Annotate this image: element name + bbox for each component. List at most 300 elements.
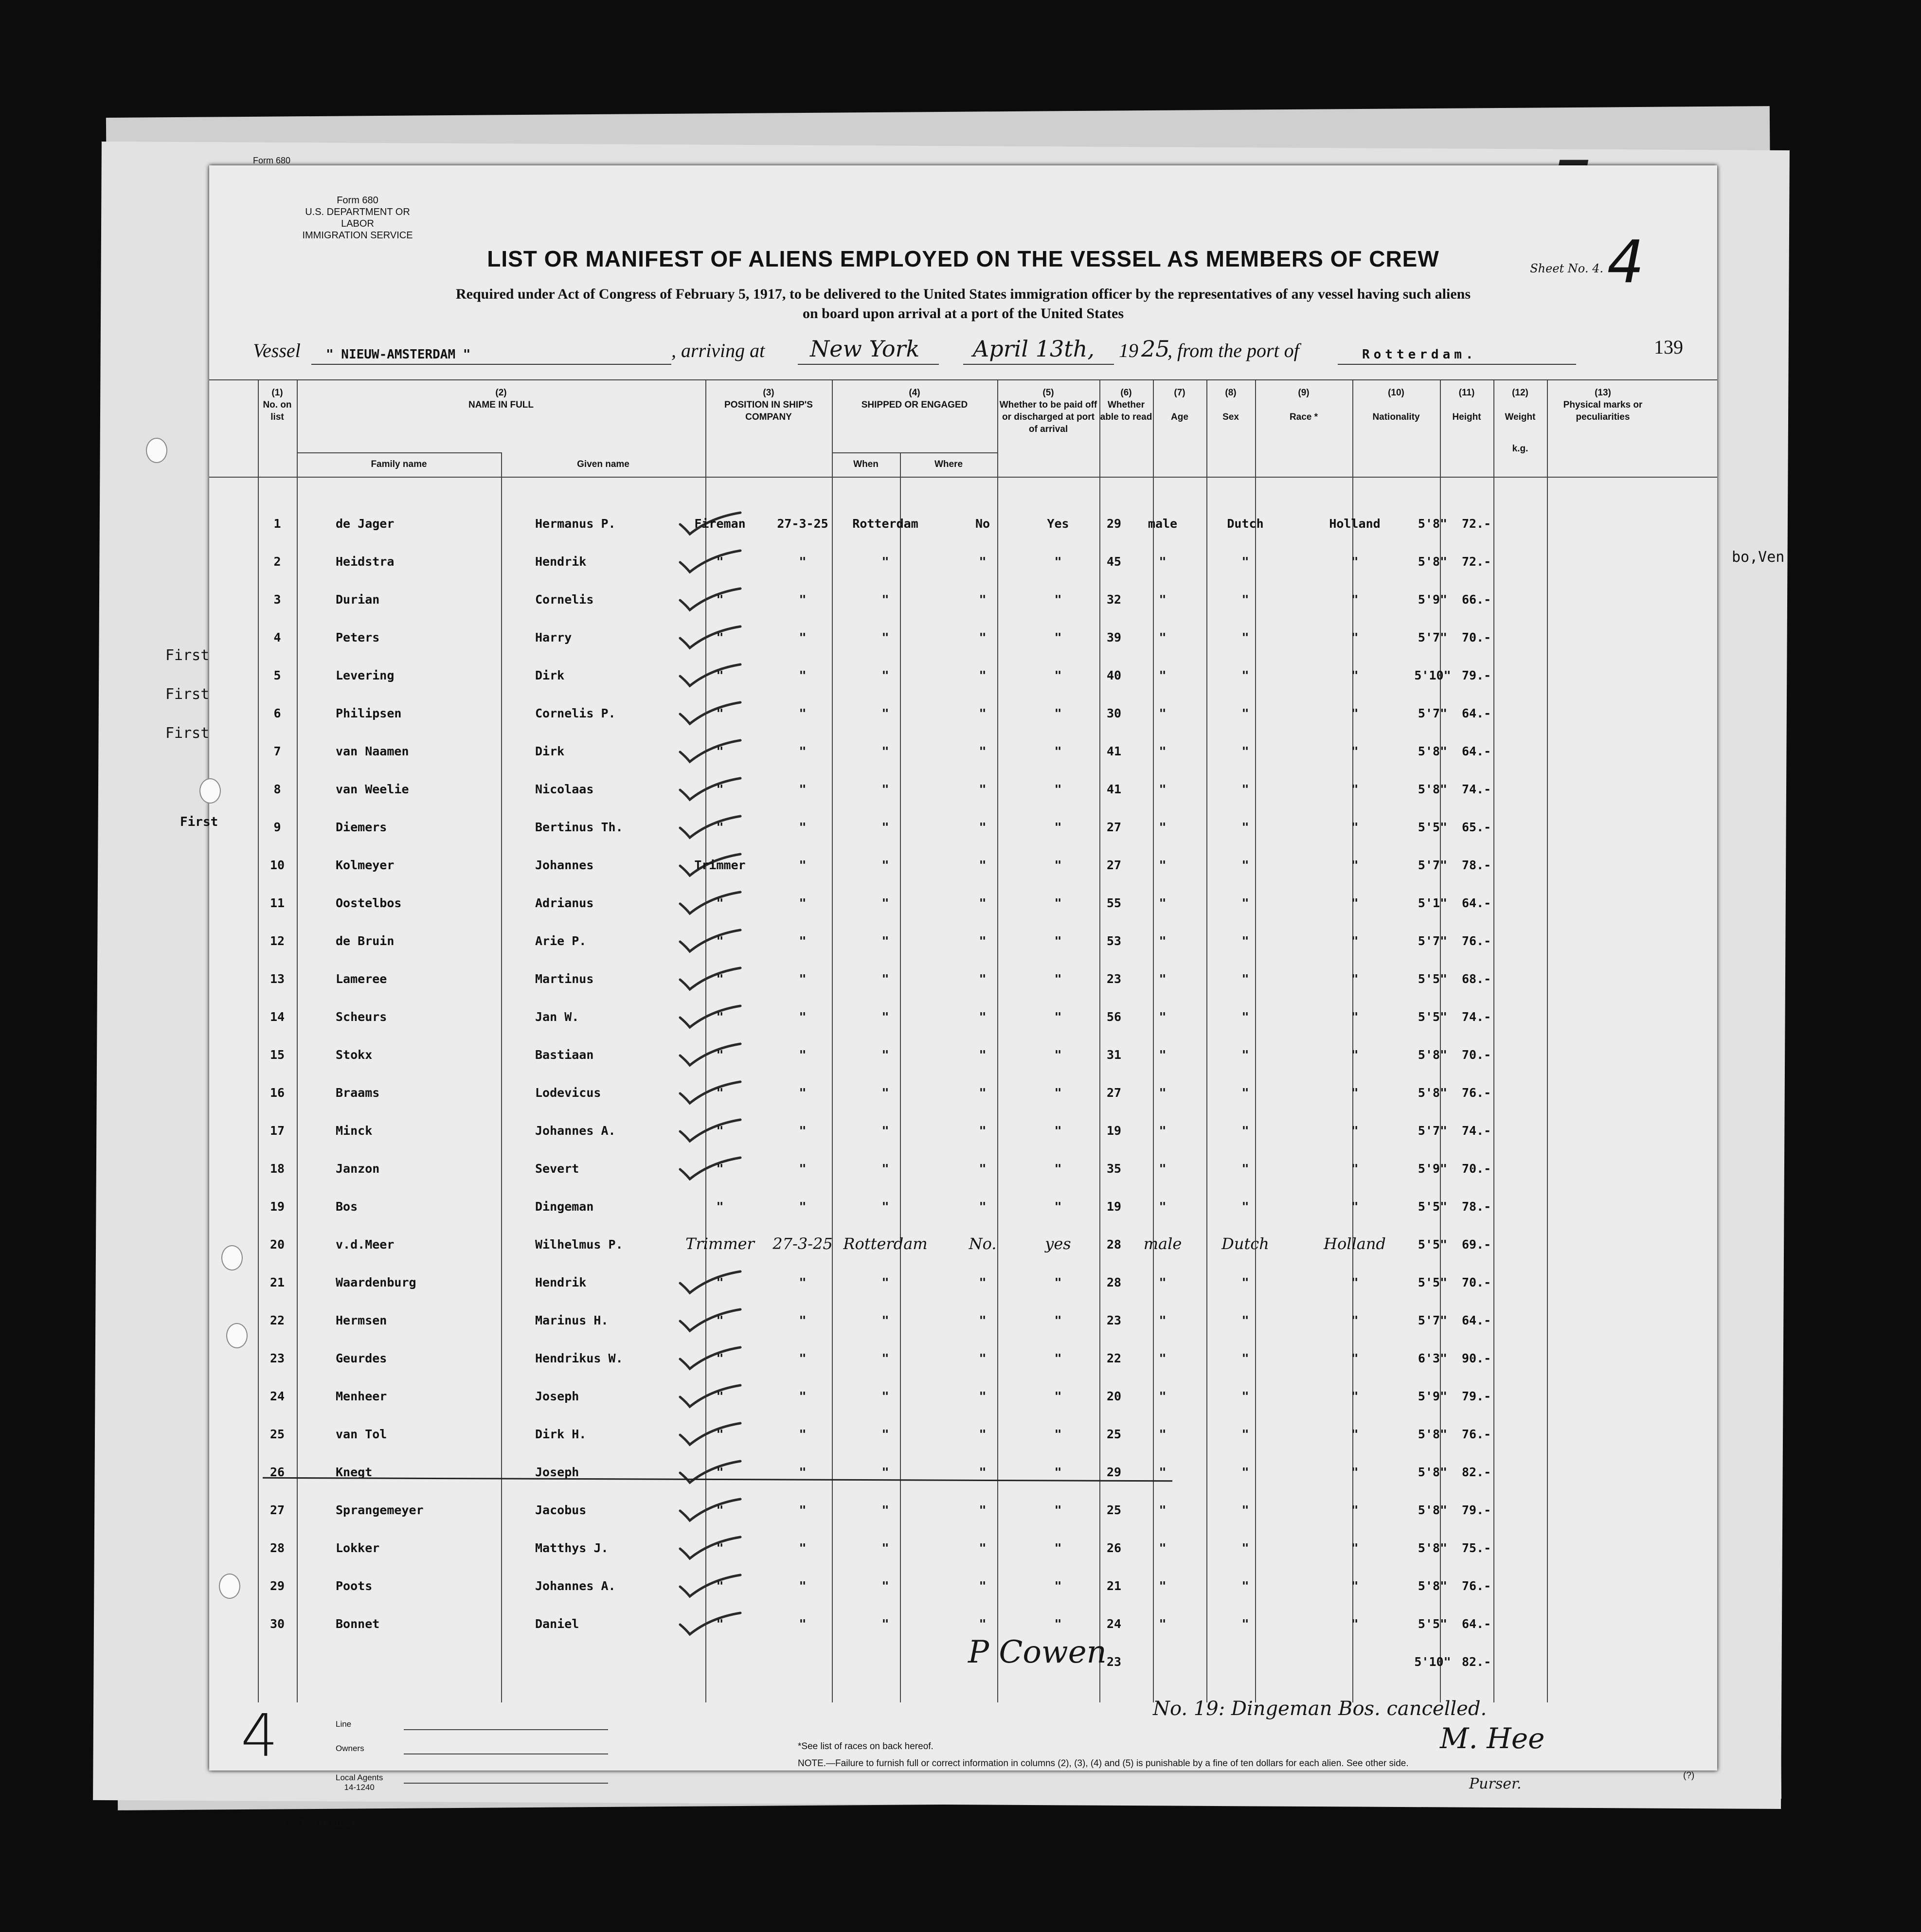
cell-sex: " — [1159, 1124, 1167, 1138]
table-row — [209, 999, 1717, 1037]
cell-sex: " — [1159, 1048, 1167, 1062]
cell-race: " — [1241, 858, 1249, 872]
cell-able-to-read: " — [1054, 858, 1062, 872]
cell-nationality: " — [1351, 858, 1359, 872]
cell-family-name: Peters — [336, 630, 380, 644]
cell-weight: 74.- — [1462, 1124, 1491, 1138]
cell-able-to-read: " — [1054, 934, 1062, 948]
cell-position: " — [716, 1313, 724, 1327]
cell-nationality: " — [1351, 668, 1359, 682]
cell-row-number: 27 — [269, 1503, 285, 1517]
cell-row-number: 6 — [273, 706, 281, 720]
table-row — [209, 771, 1717, 809]
cell-family-name: Lokker — [336, 1541, 380, 1555]
cell-able-to-read: " — [1054, 1124, 1062, 1138]
cell-shipped-where: " — [881, 1199, 889, 1214]
cell-paid-off: " — [979, 1010, 987, 1024]
cell-weight: 79.- — [1462, 668, 1491, 682]
cell-weight: 69.- — [1462, 1237, 1491, 1252]
cell-family-name: Philipsen — [336, 706, 402, 720]
cell-shipped-where: " — [881, 1010, 889, 1024]
cell-shipped-where: " — [881, 555, 889, 569]
col-head-race — [1255, 387, 1352, 423]
cell-given-name: Dingeman — [535, 1199, 594, 1214]
cell-sex: " — [1159, 934, 1167, 948]
table-top-rule — [209, 379, 1717, 380]
cell-nationality: " — [1351, 1162, 1359, 1176]
cell-able-to-read: " — [1054, 972, 1062, 986]
cell-nationality: " — [1351, 782, 1359, 796]
cell-family-name: Poots — [336, 1579, 373, 1593]
cell-family-name: Waardenburg — [336, 1275, 416, 1289]
cell-given-name: Hermanus P. — [535, 517, 616, 531]
cell-family-name: Janzon — [336, 1162, 380, 1176]
cell-race: " — [1241, 668, 1249, 682]
cell-shipped-when: " — [799, 1541, 807, 1555]
cell-position: " — [716, 896, 724, 910]
cell-family-name: Bos — [336, 1199, 358, 1214]
cell-position: " — [716, 1162, 724, 1176]
cell-shipped-when: " — [799, 1427, 807, 1441]
cell-age: 25 — [1106, 1427, 1122, 1441]
corner-code: (?) — [1683, 1771, 1695, 1781]
cell-paid-off: " — [979, 972, 987, 986]
col-head-family: Family name — [371, 459, 427, 469]
line-rule — [404, 1729, 608, 1730]
table-row — [209, 1416, 1717, 1454]
owners-rule — [404, 1753, 608, 1754]
cell-given-name: Dirk H. — [535, 1427, 587, 1441]
cell-race: " — [1241, 1048, 1249, 1062]
cell-family-name: Durian — [336, 592, 380, 607]
col-paid-label: Whether to be paid off or discharged at port of arrival — [999, 400, 1097, 434]
cell-row-number: 2 — [273, 555, 281, 569]
table-row — [209, 620, 1717, 658]
cell-shipped-where: " — [881, 820, 889, 834]
cell-given-name: Dirk — [535, 744, 565, 758]
col-marks-index: (13) — [1595, 388, 1611, 398]
cell-paid-off: " — [979, 668, 987, 682]
cell-paid-off: " — [979, 1465, 987, 1479]
cell-age: 23 — [1106, 972, 1122, 986]
margin-word-first: First — [180, 815, 218, 829]
cell-age: 23 — [1106, 1313, 1122, 1327]
cell-position: " — [716, 1275, 724, 1289]
cell-row-number: 23 — [269, 1351, 285, 1365]
cell-paid-off: " — [979, 782, 987, 796]
cell-paid-off: No. — [969, 1234, 997, 1253]
cell-paid-off: " — [979, 1351, 987, 1365]
cell-age: 35 — [1106, 1162, 1122, 1176]
cell-age: 28 — [1106, 1275, 1122, 1289]
port-underline — [798, 364, 939, 365]
cell-height: 5'9" — [1418, 1162, 1448, 1176]
cell-row-number: 9 — [273, 820, 281, 834]
table-row — [209, 1378, 1717, 1416]
form-number: Form 680 — [337, 195, 378, 206]
col-head-paid — [997, 387, 1099, 435]
cell-race: " — [1241, 1086, 1249, 1100]
cell-row-number: 5 — [273, 668, 281, 682]
col-height-label: Height — [1452, 412, 1481, 422]
cell-race: " — [1241, 1617, 1249, 1631]
cell-weight: 70.- — [1462, 630, 1491, 644]
cell-age: 24 — [1106, 1617, 1122, 1631]
cell-height: 5'7" — [1418, 1124, 1448, 1138]
binder-hole — [226, 1323, 248, 1348]
cell-height: 5'8" — [1418, 1427, 1448, 1441]
cell-shipped-when: 27-3-25 — [772, 1234, 833, 1253]
cell-row-number: 25 — [269, 1427, 285, 1441]
cell-race: " — [1241, 1313, 1249, 1327]
cell-weight: 64.- — [1462, 1617, 1491, 1631]
col-weight-index: (12) — [1512, 388, 1528, 398]
cell-family-name: Bonnet — [336, 1617, 380, 1631]
cell-given-name: Daniel — [535, 1617, 579, 1631]
cell-height: 5'7" — [1418, 858, 1448, 872]
cell-shipped-where: " — [881, 1579, 889, 1593]
cell-shipped-when: " — [799, 592, 807, 607]
col-head-height — [1440, 387, 1493, 423]
cell-shipped-where: " — [881, 668, 889, 682]
cell-sex: " — [1159, 972, 1167, 986]
cell-shipped-where: " — [881, 1275, 889, 1289]
cell-shipped-where: " — [881, 1541, 889, 1555]
local-agents — [336, 1773, 383, 1792]
cell-given-name: Jacobus — [535, 1503, 587, 1517]
cell-row-number: 1 — [273, 517, 281, 531]
arriving-label: , arriving at — [671, 340, 765, 361]
cell-able-to-read: " — [1054, 1351, 1062, 1365]
cell-paid-off: " — [979, 706, 987, 720]
col-race-index: (9) — [1298, 388, 1310, 398]
cell-height: 5'1" — [1418, 896, 1448, 910]
cell-position: " — [716, 1124, 724, 1138]
cell-age: 32 — [1106, 592, 1122, 607]
cell-row-number: 3 — [273, 592, 281, 607]
cell-nationality: Holland — [1324, 1234, 1386, 1253]
cell-family-name: Hermsen — [336, 1313, 387, 1327]
cell-age: 20 — [1106, 1389, 1122, 1403]
cell-able-to-read: " — [1054, 1541, 1062, 1555]
table-row — [209, 961, 1717, 999]
cell-row-number: 19 — [269, 1199, 285, 1214]
cell-shipped-where: " — [881, 1503, 889, 1517]
cell-sex: " — [1159, 782, 1167, 796]
cell-able-to-read: " — [1054, 1389, 1062, 1403]
cell-age: 27 — [1106, 820, 1122, 834]
table-row — [209, 1151, 1717, 1189]
cell-shipped-when: " — [799, 555, 807, 569]
cell-shipped-when: " — [799, 820, 807, 834]
cell-race: " — [1241, 896, 1249, 910]
cell-given-name: Hendrik — [535, 555, 587, 569]
cell-family-name: Knegt — [336, 1465, 373, 1479]
cell-race: " — [1241, 1275, 1249, 1289]
cell-age: 23 — [1106, 1655, 1122, 1669]
col-head-number — [258, 387, 297, 423]
col-race-label: Race * — [1289, 412, 1318, 422]
cell-given-name: Bertinus Th. — [535, 820, 623, 834]
col-head-marks — [1547, 387, 1659, 423]
cell-shipped-where: " — [881, 706, 889, 720]
cell-height: 5'10" — [1414, 1655, 1451, 1669]
cell-sex: " — [1159, 1313, 1167, 1327]
cell-shipped-when: 27-3-25 — [777, 517, 828, 531]
cell-sex: " — [1159, 1617, 1167, 1631]
from-underline — [1338, 364, 1576, 365]
cell-age: 27 — [1106, 858, 1122, 872]
table-row — [209, 582, 1717, 620]
cell-height: 5'9" — [1418, 1389, 1448, 1403]
cell-able-to-read: " — [1054, 1503, 1062, 1517]
cell-age: 56 — [1106, 1010, 1122, 1024]
cell-weight: 74.- — [1462, 1010, 1491, 1024]
col-position-index: (3) — [763, 388, 774, 398]
table-row — [209, 1075, 1717, 1113]
cell-shipped-when: " — [799, 744, 807, 758]
cell-position: Trimmer — [694, 858, 746, 872]
col-number-index: (1) — [271, 388, 283, 398]
cell-nationality: " — [1351, 1313, 1359, 1327]
col-head-where: Where — [934, 459, 963, 469]
col-head-sex — [1206, 387, 1255, 423]
cell-weight: 90.- — [1462, 1351, 1491, 1365]
cell-weight: 64.- — [1462, 1313, 1491, 1327]
cell-shipped-where: " — [881, 1313, 889, 1327]
cell-weight: 64.- — [1462, 896, 1491, 910]
from-port: Rotterdam. — [1362, 347, 1477, 362]
cell-race: " — [1241, 630, 1249, 644]
cell-age: 29 — [1106, 1465, 1122, 1479]
cell-able-to-read: " — [1054, 782, 1062, 796]
cell-family-name: van Naamen — [336, 744, 409, 758]
cell-row-number: 10 — [269, 858, 285, 872]
sheet-number-label: Sheet No. — [1530, 262, 1589, 275]
table-row — [209, 1265, 1717, 1303]
cell-paid-off: " — [979, 820, 987, 834]
cell-weight: 70.- — [1462, 1275, 1491, 1289]
cell-shipped-where: " — [881, 630, 889, 644]
cell-shipped-where: Rotterdam — [852, 517, 918, 531]
cell-height: 5'5" — [1418, 1617, 1448, 1631]
cell-nationality: " — [1351, 706, 1359, 720]
cell-position: " — [716, 1579, 724, 1593]
cell-weight: 65.- — [1462, 820, 1491, 834]
race-footnote: *See list of races on back hereof. — [798, 1741, 934, 1752]
cell-position: Trimmer — [685, 1234, 754, 1253]
cell-race: " — [1241, 1124, 1249, 1138]
cell-shipped-when: " — [799, 972, 807, 986]
table-row — [209, 1303, 1717, 1341]
cell-given-name: Adrianus — [535, 896, 594, 910]
cell-family-name: Minck — [336, 1124, 373, 1138]
cell-weight: 72.- — [1462, 555, 1491, 569]
cell-race: " — [1241, 1541, 1249, 1555]
cell-race: Dutch — [1227, 517, 1264, 531]
cell-row-number: 11 — [269, 896, 285, 910]
cell-able-to-read: " — [1054, 1427, 1062, 1441]
cell-sex: " — [1159, 668, 1167, 682]
table-row — [209, 885, 1717, 923]
cell-paid-off: " — [979, 1541, 987, 1555]
cell-shipped-when: " — [799, 1048, 807, 1062]
table-row — [209, 1454, 1717, 1492]
cell-family-name: de Bruin — [336, 934, 395, 948]
cell-weight: 76.- — [1462, 1427, 1491, 1441]
cell-able-to-read: " — [1054, 744, 1062, 758]
cell-position: Fireman — [694, 517, 746, 531]
cell-sex: " — [1159, 1010, 1167, 1024]
cell-position: " — [716, 782, 724, 796]
cell-paid-off: " — [979, 1579, 987, 1593]
master-signature: P Cowen — [968, 1634, 1107, 1670]
cell-family-name: Lameree — [336, 972, 387, 986]
cell-shipped-when: " — [799, 1617, 807, 1631]
cell-given-name: Nicolaas — [535, 782, 594, 796]
cell-given-name: Hendrik — [535, 1275, 587, 1289]
cell-paid-off: " — [979, 1617, 987, 1631]
col-paid-index: (5) — [1042, 388, 1054, 398]
cell-age: 25 — [1106, 1503, 1122, 1517]
cell-given-name: Martinus — [535, 972, 594, 986]
cell-position: " — [716, 1048, 724, 1062]
binder-hole — [146, 438, 167, 463]
cell-paid-off: " — [979, 1313, 987, 1327]
name-subrule — [297, 452, 501, 453]
cell-sex: " — [1159, 555, 1167, 569]
cell-shipped-when: " — [799, 1579, 807, 1593]
cell-paid-off: " — [979, 934, 987, 948]
cell-row-number: 24 — [269, 1389, 285, 1403]
cell-height: 5'5" — [1418, 972, 1448, 986]
cell-nationality: " — [1351, 820, 1359, 834]
col-shipped-label: SHIPPED OR ENGAGED — [861, 400, 968, 410]
cell-shipped-when: " — [799, 668, 807, 682]
cell-sex: " — [1159, 858, 1167, 872]
cell-shipped-where: " — [881, 1086, 889, 1100]
cell-paid-off: " — [979, 1389, 987, 1403]
cell-weight: 64.- — [1462, 744, 1491, 758]
agents-label: Local Agents — [336, 1773, 383, 1782]
cell-given-name: Johannes A. — [535, 1579, 616, 1593]
cell-height: 5'7" — [1418, 934, 1448, 948]
cell-weight: 76.- — [1462, 1579, 1491, 1593]
cell-family-name: Menheer — [336, 1389, 387, 1403]
cell-family-name: Sprangemeyer — [336, 1503, 424, 1517]
table-row — [209, 1227, 1717, 1265]
cell-age: 39 — [1106, 630, 1122, 644]
col-height-index: (11) — [1458, 388, 1475, 398]
cell-shipped-where: " — [881, 934, 889, 948]
cell-paid-off: " — [979, 1162, 987, 1176]
agents-code: 14-1240 — [344, 1783, 375, 1792]
cell-position: " — [716, 668, 724, 682]
cell-shipped-where: " — [881, 1351, 889, 1365]
subtitle-line-1: Required under Act of Congress of February 5, 1917, to be delivered to the United States immigration officer by the representatives of any vessel having such aliens — [456, 286, 1471, 302]
cell-given-name: Bastiaan — [535, 1048, 594, 1062]
cell-given-name: Wilhelmus P. — [535, 1237, 623, 1252]
vessel-line — [253, 336, 1693, 365]
cell-sex: male — [1143, 1234, 1182, 1253]
cell-height: 5'5" — [1418, 1237, 1448, 1252]
cell-height: 5'9" — [1418, 592, 1448, 607]
cell-height: 5'8" — [1418, 1541, 1448, 1555]
cell-shipped-where: " — [881, 972, 889, 986]
cell-row-number: 15 — [269, 1048, 285, 1062]
col-head-age — [1153, 387, 1206, 423]
cell-weight: 82.- — [1462, 1655, 1491, 1669]
cell-row-number: 8 — [273, 782, 281, 796]
table-row — [209, 1606, 1717, 1644]
cell-weight: 68.- — [1462, 972, 1491, 986]
table-row — [209, 1492, 1717, 1530]
cell-shipped-where: " — [881, 858, 889, 872]
col-name-label: NAME IN FULL — [468, 400, 534, 410]
line-label: Line — [336, 1719, 352, 1729]
form-header — [297, 195, 418, 241]
cell-weight: 75.- — [1462, 1541, 1491, 1555]
cell-race: " — [1241, 744, 1249, 758]
col-head-weight — [1493, 387, 1547, 455]
col-sex-index: (8) — [1225, 388, 1237, 398]
cell-shipped-when: " — [799, 1503, 807, 1517]
cell-shipped-where: " — [881, 896, 889, 910]
cell-nationality: " — [1351, 1503, 1359, 1517]
cell-race: " — [1241, 1162, 1249, 1176]
cell-row-number: 12 — [269, 934, 285, 948]
cell-family-name: Stokx — [336, 1048, 373, 1062]
cell-nationality: " — [1351, 555, 1359, 569]
cell-shipped-when: " — [799, 896, 807, 910]
cell-paid-off: " — [979, 555, 987, 569]
cell-nationality: " — [1351, 1351, 1359, 1365]
cell-height: 5'5" — [1418, 820, 1448, 834]
table-row — [209, 733, 1717, 771]
cell-able-to-read: " — [1054, 820, 1062, 834]
col-head-nationality — [1352, 387, 1440, 423]
cell-nationality: " — [1351, 1124, 1359, 1138]
cell-given-name: Johannes A. — [535, 1124, 616, 1138]
cell-height: 5'8" — [1418, 1465, 1448, 1479]
table-header-rule — [209, 477, 1717, 478]
cell-nationality: " — [1351, 896, 1359, 910]
cell-weight: 72.- — [1462, 517, 1491, 531]
cell-sex: " — [1159, 1275, 1167, 1289]
cell-weight: 74.- — [1462, 782, 1491, 796]
cell-row-number: 22 — [269, 1313, 285, 1327]
cell-paid-off: " — [979, 592, 987, 607]
cell-shipped-where: " — [881, 1124, 889, 1138]
cell-height: 6'3" — [1418, 1351, 1448, 1365]
cell-nationality: " — [1351, 1389, 1359, 1403]
col-weight-label: Weight — [1505, 412, 1536, 422]
cell-height: 5'8" — [1418, 744, 1448, 758]
cell-shipped-when: " — [799, 706, 807, 720]
cell-shipped-where: " — [881, 782, 889, 796]
cell-able-to-read: " — [1054, 1617, 1062, 1631]
cell-age: 22 — [1106, 1351, 1122, 1365]
binder-hole — [199, 778, 221, 804]
cell-age: 19 — [1106, 1199, 1122, 1214]
cell-nationality: " — [1351, 1541, 1359, 1555]
arriving-port: New York — [810, 336, 920, 362]
cell-shipped-where: " — [881, 1162, 889, 1176]
cell-position: " — [716, 555, 724, 569]
manifest-title: LIST OR MANIFEST OF ALIENS EMPLOYED ON THE VESSEL AS MEMBERS OF CREW — [487, 246, 1439, 271]
cell-sex: " — [1159, 1541, 1167, 1555]
cell-shipped-when: " — [799, 1124, 807, 1138]
